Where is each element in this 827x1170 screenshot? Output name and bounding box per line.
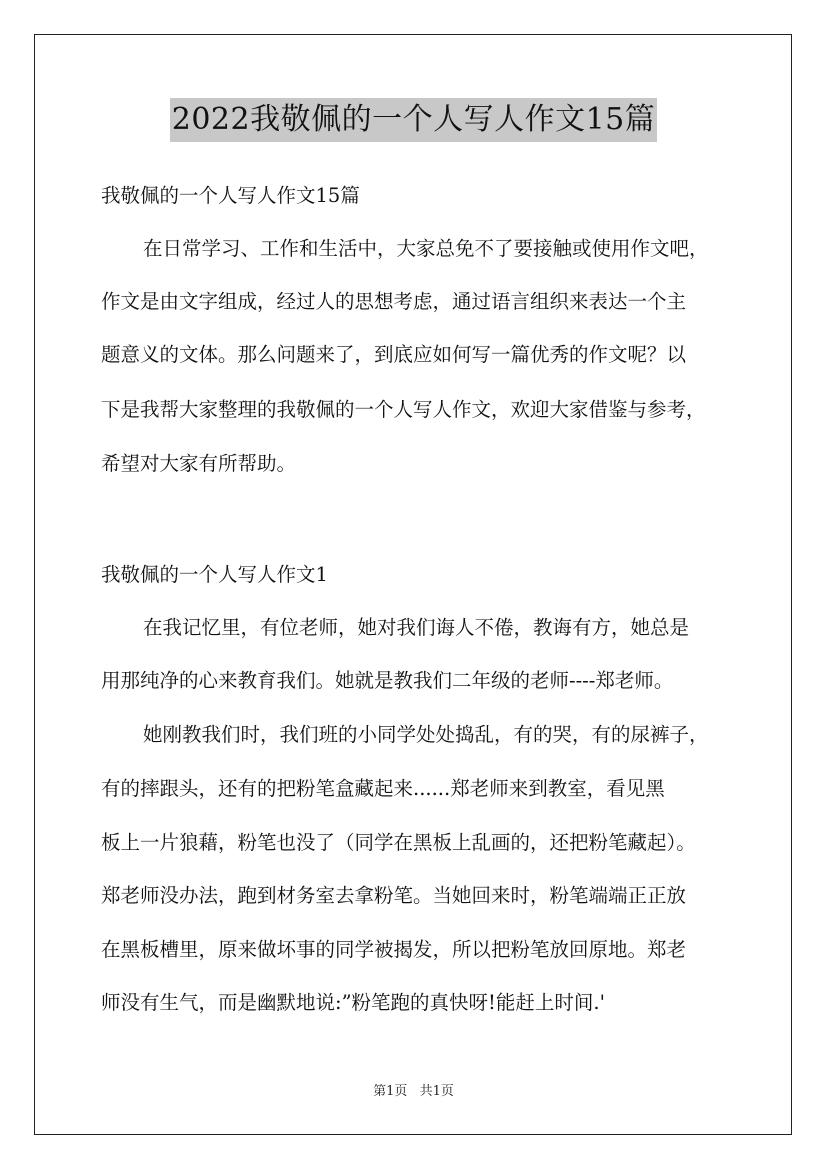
paragraph-line: 她刚教我们时，我们班的小同学处处捣乱，有的哭，有的尿裤子， <box>143 723 709 746</box>
paragraph-line: 用那纯净的心来教育我们。她就是教我们二年级的老师----郑老师。 <box>101 669 674 692</box>
paragraph-line: 在日常学习、工作和生活中，大家总免不了要接触或使用作文吧， <box>143 237 709 260</box>
page-number: 第1页 <box>373 1084 408 1099</box>
paragraph-line: 作文是由文字组成，经过人的思想考虑，通过语言组织来表达一个主 <box>101 290 687 313</box>
paragraph-line: 希望对大家有所帮助。 <box>101 452 297 475</box>
page-footer <box>0 1083 827 1101</box>
paragraph-line: 在我记忆里，有位老师，她对我们诲人不倦，教诲有方，她总是 <box>143 616 690 639</box>
paragraph-line: 题意义的文体。那么问题来了，到底应如何写一篇优秀的作文呢？以 <box>101 343 687 366</box>
page-total: 共1页 <box>419 1084 454 1099</box>
document-title: 2022我敬佩的一个人写人作文15篇 <box>170 98 658 142</box>
title-container <box>0 98 827 142</box>
section-heading: 我敬佩的一个人写人作文1 <box>101 563 328 586</box>
section-heading: 我敬佩的一个人写人作文15篇 <box>101 184 360 207</box>
paragraph-line: 有的摔跟头，还有的把粉笔盒藏起来......郑老师来到教室，看见黑 <box>101 777 665 800</box>
paragraph-line: 师没有生气，而是幽默地说:”粉笔跑的真快呀!能赶上时间.' <box>101 991 605 1014</box>
paragraph-line: 下是我帮大家整理的我敬佩的一个人写人作文，欢迎大家借鉴与参考， <box>101 398 706 421</box>
paragraph-line: 在黑板槽里，原来做坏事的同学被揭发，所以把粉笔放回原地。郑老 <box>101 938 687 961</box>
paragraph-line: 板上一片狼藉，粉笔也没了（同学在黑板上乱画的，还把粉笔藏起）。 <box>101 831 696 854</box>
paragraph-line: 郑老师没办法，跑到材务室去拿粉笔。当她回来时，粉笔端端正正放 <box>101 884 687 907</box>
